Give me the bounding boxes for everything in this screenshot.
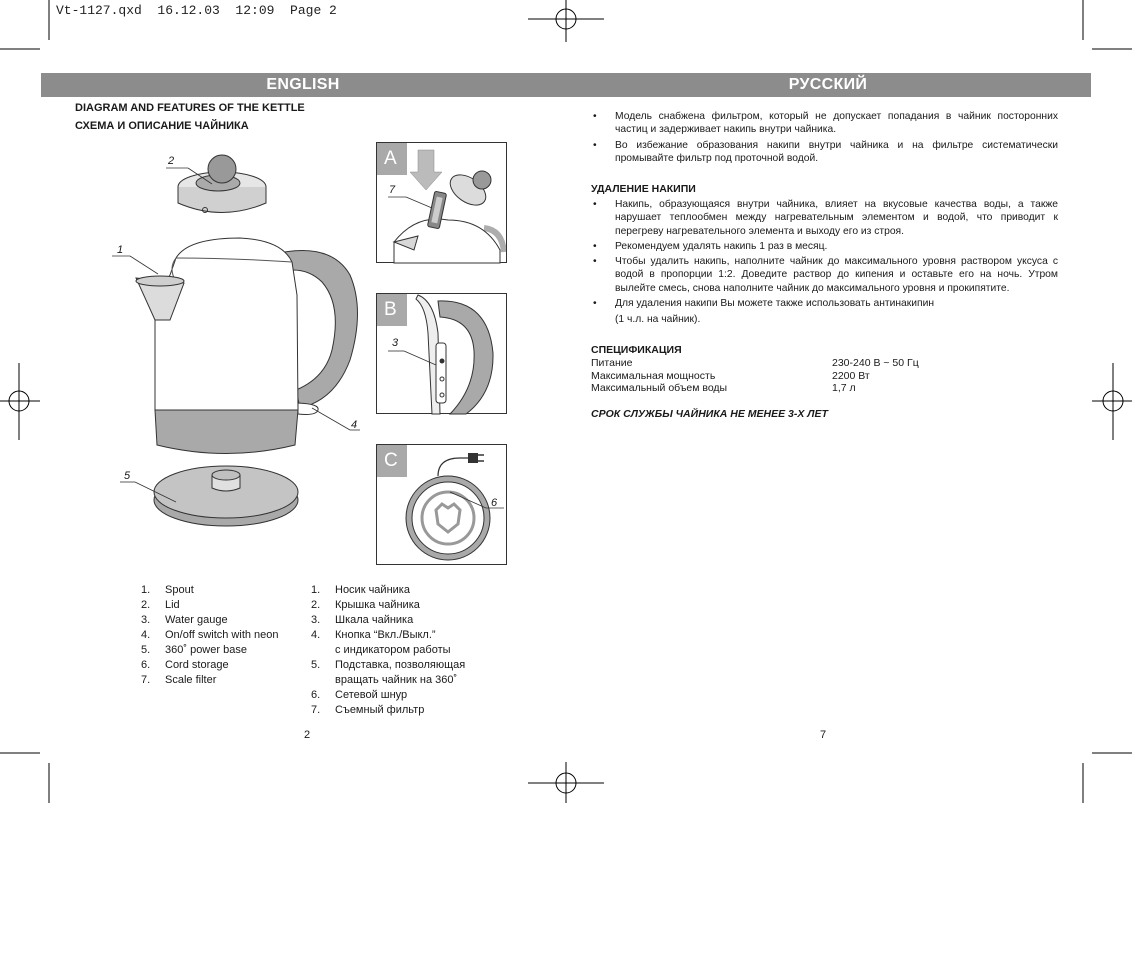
features-list-en xyxy=(141,583,279,688)
list-item: 3. Water gauge xyxy=(141,614,228,626)
diagram-title-ru: СХЕМА И ОПИСАНИЕ ЧАЙНИКА xyxy=(75,120,249,132)
list-item: • Модель снабжена фильтром, который не допускает попадания в чайник посторонних частиц и задерживает накипь внутри чайника. xyxy=(591,110,1058,137)
spec-heading: СПЕЦИФИКАЦИЯ xyxy=(591,344,682,356)
descale-heading: УДАЛЕНИЕ НАКИПИ xyxy=(591,183,696,195)
list-item: 4. On/off switch with neon xyxy=(141,629,279,641)
callout-5: 5 xyxy=(124,470,131,482)
print-slug: Vt-1127.qxd 16.12.03 12:09 Page 2 xyxy=(56,3,337,18)
panel-letter-b: B xyxy=(384,299,397,320)
spec-table xyxy=(591,357,919,395)
list-item: с индикатором работы xyxy=(335,644,451,656)
features-list-ru xyxy=(311,583,465,718)
spec-row: Питание 230-240 В ~ 50 Гц xyxy=(591,357,919,369)
list-item: 7. Scale filter xyxy=(141,674,217,686)
kettle-body-illustration xyxy=(136,238,358,454)
panel-letter-a: A xyxy=(384,148,397,169)
page-number-right: 7 xyxy=(820,729,827,741)
list-item: • Накипь, образующаяся внутри чайника, влияет на вкусовые качества воды, а также нарушает теплообмен между нагревательным элементом и водой, что приводит к перегреву нагревательного элемента и выходу его из строя. xyxy=(591,198,1058,238)
list-item: 2. Lid xyxy=(141,599,180,611)
list-item: 7. Съемный фильтр xyxy=(311,704,425,716)
spec-row: Максимальная мощность 2200 Вт xyxy=(591,369,870,382)
list-item: • Чтобы удалить накипь, наполните чайник до максимального уровня раствором уксуса с водой в пропорции 1:2. Доведите раствор до кипения и оставьте его на ночь. Утром вылейте смесь, снова наполните чайник до максимального уровня и прокипятите. xyxy=(591,255,1058,295)
list-item: 2. Крышка чайника xyxy=(311,599,420,611)
service-life-note: СРОК СЛУЖБЫ ЧАЙНИКА НЕ МЕНЕЕ 3-Х ЛЕТ xyxy=(591,408,828,420)
kettle-lid-illustration xyxy=(178,155,266,213)
list-item: 3. Шкала чайника xyxy=(311,614,414,626)
list-item: 5. 360˚ power base xyxy=(141,644,247,656)
list-item: • Рекомендуем удалять накипь 1 раз в месяц. xyxy=(591,240,1058,253)
list-item: • Для удаления накипи Вы можете также использовать антинакипин xyxy=(591,297,1058,310)
list-item: 6. Сетевой шнур xyxy=(311,689,408,701)
descale-note: (1 ч.л. на чайник). xyxy=(615,314,701,326)
list-item: 5. Подставка, позволяющая xyxy=(311,659,466,671)
callout-1: 1 xyxy=(117,244,124,256)
ru-descale-bullets xyxy=(591,198,1058,327)
list-item: 1. Носик чайника xyxy=(311,584,410,596)
list-item: 4. Кнопка “Вкл./Выкл.” xyxy=(311,629,436,641)
page-number-left: 2 xyxy=(304,729,311,741)
callout-6: 6 xyxy=(491,497,498,509)
header-russian: РУССКИЙ xyxy=(565,73,1091,97)
diagram-title-en: DIAGRAM AND FEATURES OF THE KETTLE xyxy=(75,102,305,114)
callout-4: 4 xyxy=(351,419,358,431)
callout-7: 7 xyxy=(389,184,396,196)
list-item: вращать чайник на 360˚ xyxy=(335,674,458,686)
list-item: 1. Spout xyxy=(141,584,194,596)
power-base-illustration xyxy=(154,466,298,526)
callout-2: 2 xyxy=(168,155,175,167)
spec-row: Максимальный объем воды 1,7 л xyxy=(591,382,856,394)
header-english: ENGLISH xyxy=(41,73,565,97)
callout-3: 3 xyxy=(392,337,399,349)
panel-letter-c: C xyxy=(384,450,398,471)
ru-intro-bullets xyxy=(591,110,1058,167)
list-item: • Во избежание образования накипи внутри чайника и на фильтре систематически промывайте фильтр под проточной водой. xyxy=(591,139,1058,166)
list-item: 6. Cord storage xyxy=(141,659,229,671)
